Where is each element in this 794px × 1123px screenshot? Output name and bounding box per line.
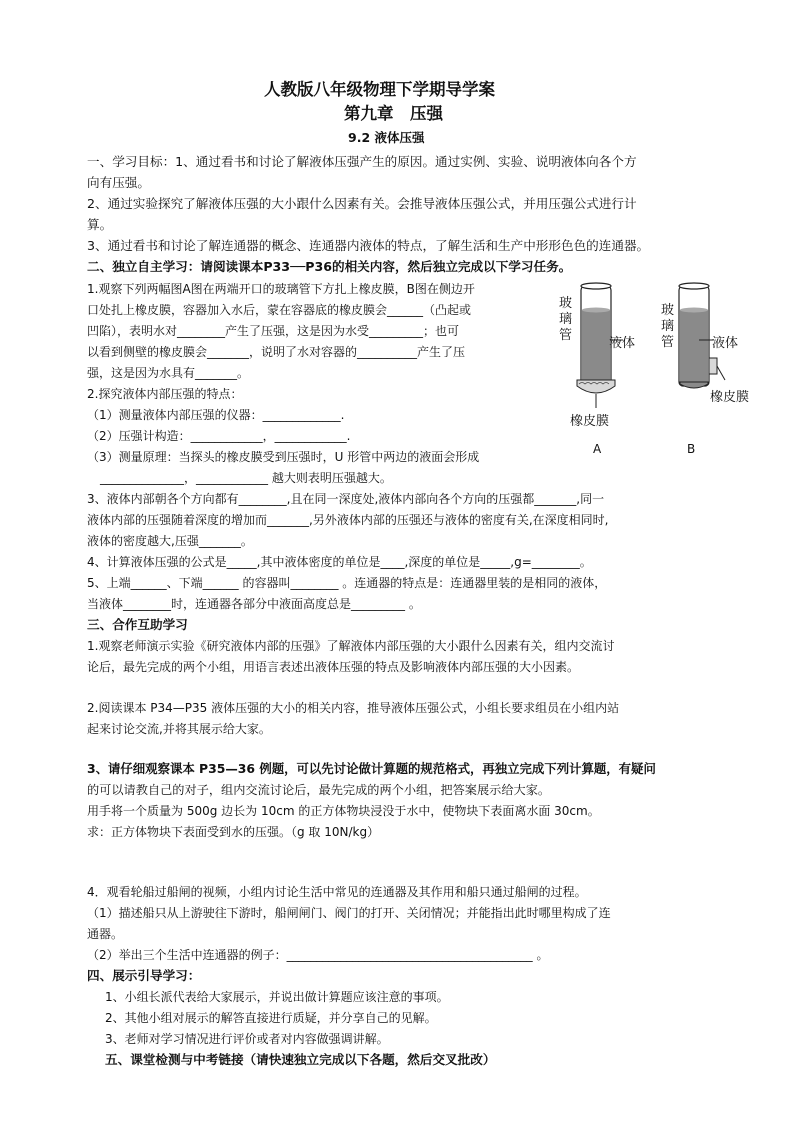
goal-line-5: 3、通过看书和讨论了解连通器的概念、连通器内液体的特点，了解生活和生产中形形色色的连通器。 [87, 238, 650, 253]
figure-b-caption: B [687, 442, 696, 456]
q3-line-2: 液体内部的压强随着深度的增加而_______,另外液体内部的压强还与液体的密度有关,在深度相同时, [87, 513, 609, 527]
figure-a-liquid-label: 液体 [609, 336, 636, 351]
coop-heading: 三、合作互助学习 [87, 617, 188, 632]
test-heading: 五、课堂检测与中考链接（请快速独立完成以下各题，然后交叉批改） [105, 1052, 496, 1067]
q1-line-1: 1.观察下列两幅图A图在两端开口的玻璃管下方扎上橡皮膜，B图在侧边开 [87, 282, 475, 296]
coop-4-item-1: （1）描述船只从上游驶往下游时，船闸闸门、阀门的打开、关闭情况；并能指出此时哪里构成了连 [87, 906, 611, 920]
problem-statement: 用手将一个质量为 500g 边长为 10cm 的正方体物块浸没于水中，使物块下表面离水面 30cm。 [87, 804, 600, 818]
q1-line-3: 凹陷），表明水对________产生了压强，这是因为水受_________；也可 [87, 324, 460, 338]
figure-b-membrane-label: 橡皮膜 [710, 390, 750, 405]
problem-question: 求：正方体物块下表面受到水的压强。（g 取 10N/kg） [87, 825, 380, 839]
goal-line-2: 向有压强。 [87, 175, 150, 190]
coop-1-line-2: 论后，最先完成的两个小组，用语言表述出液体压强的特点及影响液体内部压强的大小因素。 [87, 660, 580, 674]
q2-item-3-cont: ______________，____________ 越大则表明压强越大。 [100, 471, 392, 485]
self-study-heading: 二、独立自主学习：请阅读课本P33──P36的相关内容，然后独立完成以下学习任务。 [87, 259, 572, 274]
q3-line-3: 液体的密度越大,压强_______。 [87, 534, 253, 548]
q1-line-5: 强，这是因为水具有_______。 [87, 366, 250, 380]
q3-line-1: 3、液体内部朝各个方向都有________,且在同一深度处,液体内部向各个方向的压强都_______,同一 [87, 492, 605, 506]
figure-a-tube-label: 玻 璃 管 [559, 296, 573, 343]
coop-2-line-2: 起来讨论交流,并将其展示给大家。 [87, 722, 271, 736]
doc-title: 人教版八年级物理下学期导学案 [264, 80, 495, 99]
q1-line-4: 以看到侧壁的橡皮膜会_______，说明了水对容器的__________产生了压 [87, 345, 466, 359]
q2-item-2: （2）压强计构造：____________，____________. [87, 429, 351, 443]
coop-3-line-2: 的可以请教自己的对子，组内交流讨论后，最先完成的两个小组，把答案展示给大家。 [87, 783, 551, 797]
section-title: 9.2 液体压强 [348, 130, 425, 145]
figure-a-membrane-label: 橡皮膜 [570, 414, 610, 429]
q1-line-2: 口处扎上橡皮膜，容器加入水后，蒙在容器底的橡皮膜会______（凸起或 [87, 303, 472, 317]
q5-line-1: 5、上端______、下端______ 的容器叫________ 。连通器的特点是：连通器里装的是相同的液体， [87, 576, 607, 590]
coop-1-line-1: 1.观察老师演示实验《研究液体内部的压强》了解液体内部压强的大小跟什么因素有关，组内交流讨 [87, 639, 615, 653]
chapter-title: 第九章 压强 [344, 104, 443, 123]
q5-line-2: 当液体________时，连通器各部分中液面高度总是_________ 。 [87, 597, 421, 611]
q4-line: 4、计算液体压强的公式是_____,其中液体密度的单位是____,深度的单位是_____,g=________。 [87, 555, 592, 569]
show-heading: 四、展示引导学习： [87, 968, 201, 983]
figure-a-caption: A [593, 442, 602, 456]
show-item-1: 1、小组长派代表给大家展示，并说出做计算题应该注意的事项。 [105, 990, 449, 1004]
goal-line-3: 2、通过实验探究了解液体压强的大小跟什么因素有关。会推导液体压强公式，并用压强公式进行计 [87, 196, 637, 211]
coop-4-item-2: （2）举出三个生活中连通器的例子：_________________________________________ 。 [87, 948, 549, 962]
q2-heading: 2.探究液体内部压强的特点： [87, 387, 243, 401]
show-item-3: 3、老师对学习情况进行评价或者对内容做强调讲解。 [105, 1032, 389, 1046]
figure-b-tube-label: 玻 璃 管 [661, 303, 675, 350]
coop-4-line: 4．观看轮船过船闸的视频，小组内讨论生活中常见的连通器及其作用和船只通过船闸的过程。 [87, 885, 587, 899]
coop-3-line-1: 3、请仔细观察课本 P35—36 例题，可以先讨论做计算题的规范格式，再独立完成下列计算题，有疑问 [87, 761, 656, 776]
goal-line-1: 一、学习目标：1、通过看书和讨论了解液体压强产生的原因。通过实例、实验、说明液体向各个方 [87, 154, 637, 169]
coop-4-item-1-cont: 通器。 [87, 927, 124, 941]
show-item-2: 2、其他小组对展示的解答直接进行质疑，并分享自己的见解。 [105, 1011, 437, 1025]
goal-line-4: 算。 [87, 217, 113, 232]
q2-item-3: （3）测量原理：当探头的橡皮膜受到压强时，U 形管中两边的液面会形成 [87, 450, 480, 464]
q2-item-1: （1）测量液体内部压强的仪器：_____________. [87, 408, 345, 422]
coop-2-line-1: 2.阅读课本 P34—P35 液体压强的大小的相关内容，推导液体压强公式，小组长要求组员在小组内站 [87, 701, 620, 715]
figure-b-liquid-label: 液体 [712, 336, 739, 351]
